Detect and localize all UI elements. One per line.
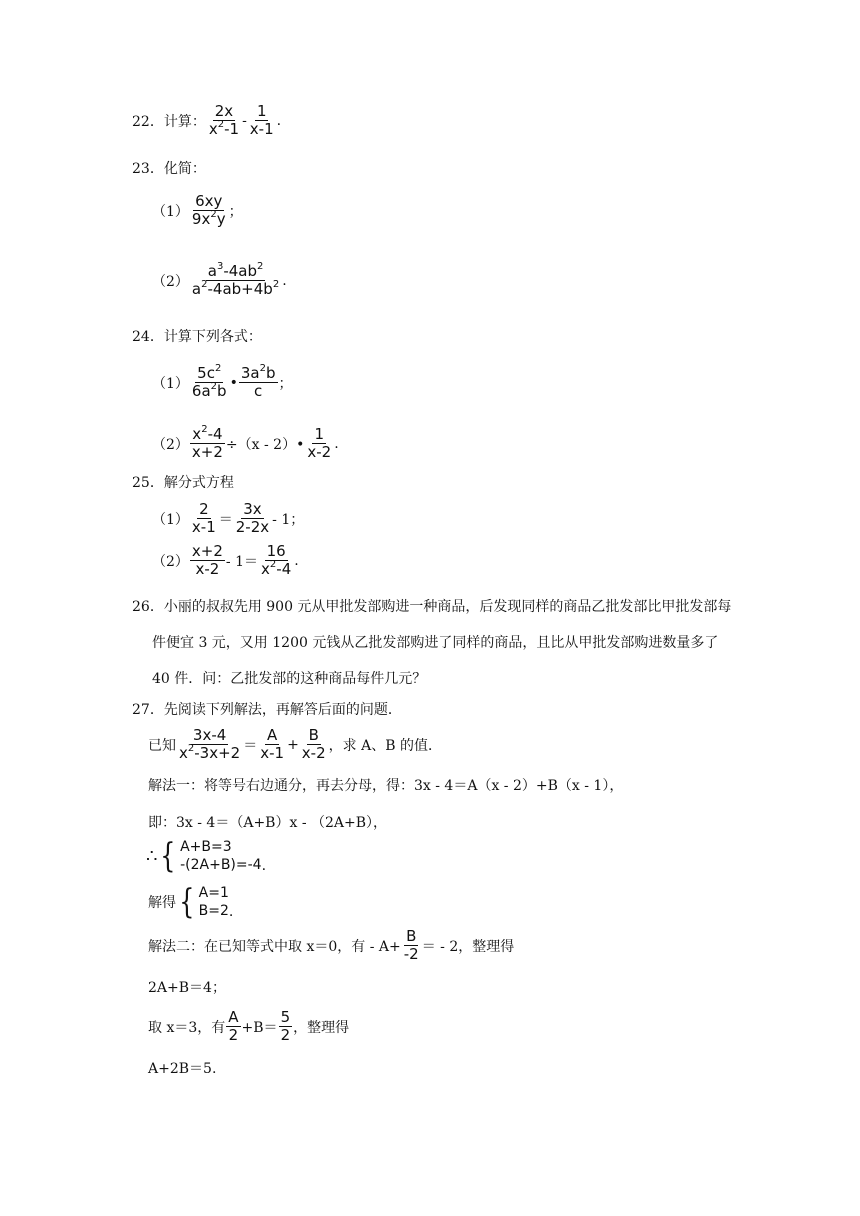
q25-title: 25．解分式方程 bbox=[132, 475, 234, 491]
q27-title: 27．先阅读下列解法，再解答后面的问题． bbox=[132, 702, 402, 718]
q26-line-1: 26．小丽的叔叔先用 900 元从甲批发部购进一种商品，后发现同样的商品乙批发部比甲批发部每 bbox=[132, 599, 732, 615]
q23-part-1: （1） $\frac{6xy}{9x^2y}$ ； bbox=[152, 192, 243, 228]
q25-fraction-2: $\frac{3x}{2-2x}$ bbox=[235, 500, 270, 536]
q27-system-1: ∴ { A+B=3 -(2A+B)=-4 . bbox=[146, 836, 267, 876]
q22-label: 22．计算： bbox=[132, 113, 206, 130]
q25-fraction-1: $\frac{2}{x-1}$ bbox=[191, 500, 216, 536]
q22-line: 22．计算： $\frac{2x}{x^2-1}$ - $\frac{1}{x-1}$ . bbox=[132, 102, 282, 138]
q22-fraction-1: $\frac{2x}{x^2-1}$ bbox=[208, 102, 240, 138]
q27-fraction-6: $\frac{5}{2}$ bbox=[280, 1008, 291, 1044]
q25-fraction-4: $\frac{16}{x^2-4}$ bbox=[261, 542, 292, 578]
q27-known: 已知 $\frac{3x-4}{x^2-3x+2}$ ＝ $\frac{A}{x-1}$ + $\frac{B}{x-2}$ ，求 A、B 的值． bbox=[148, 726, 442, 762]
q23-title: 23．化简： bbox=[132, 161, 206, 177]
q24-fraction-4: $\frac{1}{x-2}$ bbox=[307, 425, 332, 461]
q24-title: 24．计算下列各式： bbox=[132, 329, 262, 345]
q24-fraction-3: $\frac{x^2-4}{x+2}$ bbox=[191, 424, 223, 461]
q24-part-1: （1） $\frac{5c^2}{6a^2b}$ • $\frac{3a^2b}{c}$ ； bbox=[152, 363, 293, 400]
q25-fraction-3: $\frac{x+2}{x-2}$ bbox=[191, 542, 223, 578]
q23-fraction-2: $\frac{a^3-4ab^2}{a^2-4ab+4b^2}$ bbox=[191, 261, 280, 298]
q27-method-2-take: 取 x＝3，有 $\frac{A}{2}$ +B＝ $\frac{5}{2}$ ，整理得 bbox=[148, 1008, 350, 1044]
q27-brace-1: { A+B=3 -(2A+B)=-4 bbox=[160, 836, 262, 876]
q27-method-2-r1: 2A+B＝4； bbox=[148, 980, 226, 996]
q27-method-2: 解法二：在已知等式中取 x＝0，有 - A+ $\frac{B}{-2}$ ＝ - 2，整理得 bbox=[148, 927, 515, 963]
q24-dot: • bbox=[229, 374, 238, 391]
q25-part-2: （2） $\frac{x+2}{x-2}$ - 1＝ $\frac{16}{x^2-4}$ . bbox=[152, 542, 299, 578]
q23-part-2: （2） $\frac{a^3-4ab^2}{a^2-4ab+4b^2}$ . bbox=[152, 261, 287, 298]
q27-system-2: 解得 { A=1 B=2 . bbox=[148, 882, 234, 922]
q27-fraction-4: $\frac{B}{-2}$ bbox=[403, 927, 419, 963]
q24-fraction-1: $\frac{5c^2}{6a^2b}$ bbox=[191, 363, 227, 400]
q24-fraction-2: $\frac{3a^2b}{c}$ bbox=[240, 363, 276, 400]
q22-operator: - bbox=[242, 112, 247, 129]
q27-fraction-1: $\frac{3x-4}{x^2-3x+2}$ bbox=[179, 726, 241, 762]
q26-line-3: 40 件．问：乙批发部的这种商品每件几元？ bbox=[152, 671, 427, 687]
q25-part-1: （1） $\frac{2}{x-1}$ ＝ $\frac{3x}{2-2x}$ - 1； bbox=[152, 500, 305, 536]
q27-fraction-3: $\frac{B}{x-2}$ bbox=[301, 726, 326, 762]
q27-method-1: 解法一：将等号右边通分，再去分母，得：3x - 4＝A（x - 2）+B（x - 1）， bbox=[148, 778, 624, 794]
q27-fraction-5: $\frac{A}{2}$ bbox=[228, 1008, 239, 1044]
q26-line-2: 件便宜 3 元，又用 1200 元钱从乙批发部购进了同样的商品，且比从甲批发部购进数量多了 bbox=[152, 635, 719, 651]
q23-fraction-1: $\frac{6xy}{9x^2y}$ bbox=[191, 192, 226, 228]
q24-part-2: （2） $\frac{x^2-4}{x+2}$ ÷（x - 2）• $\frac{1}{x-2}$ . bbox=[152, 424, 339, 461]
q27-method-1b: 即：3x - 4＝（A+B）x - （2A+B）， bbox=[148, 815, 388, 831]
q27-brace-2: { A=1 B=2 bbox=[179, 882, 229, 922]
q22-fraction-2: $\frac{1}{x-1}$ bbox=[249, 102, 274, 138]
q27-method-2-r2: A+2B＝5. bbox=[148, 1061, 217, 1077]
q27-fraction-2: $\frac{A}{x-1}$ bbox=[260, 726, 285, 762]
